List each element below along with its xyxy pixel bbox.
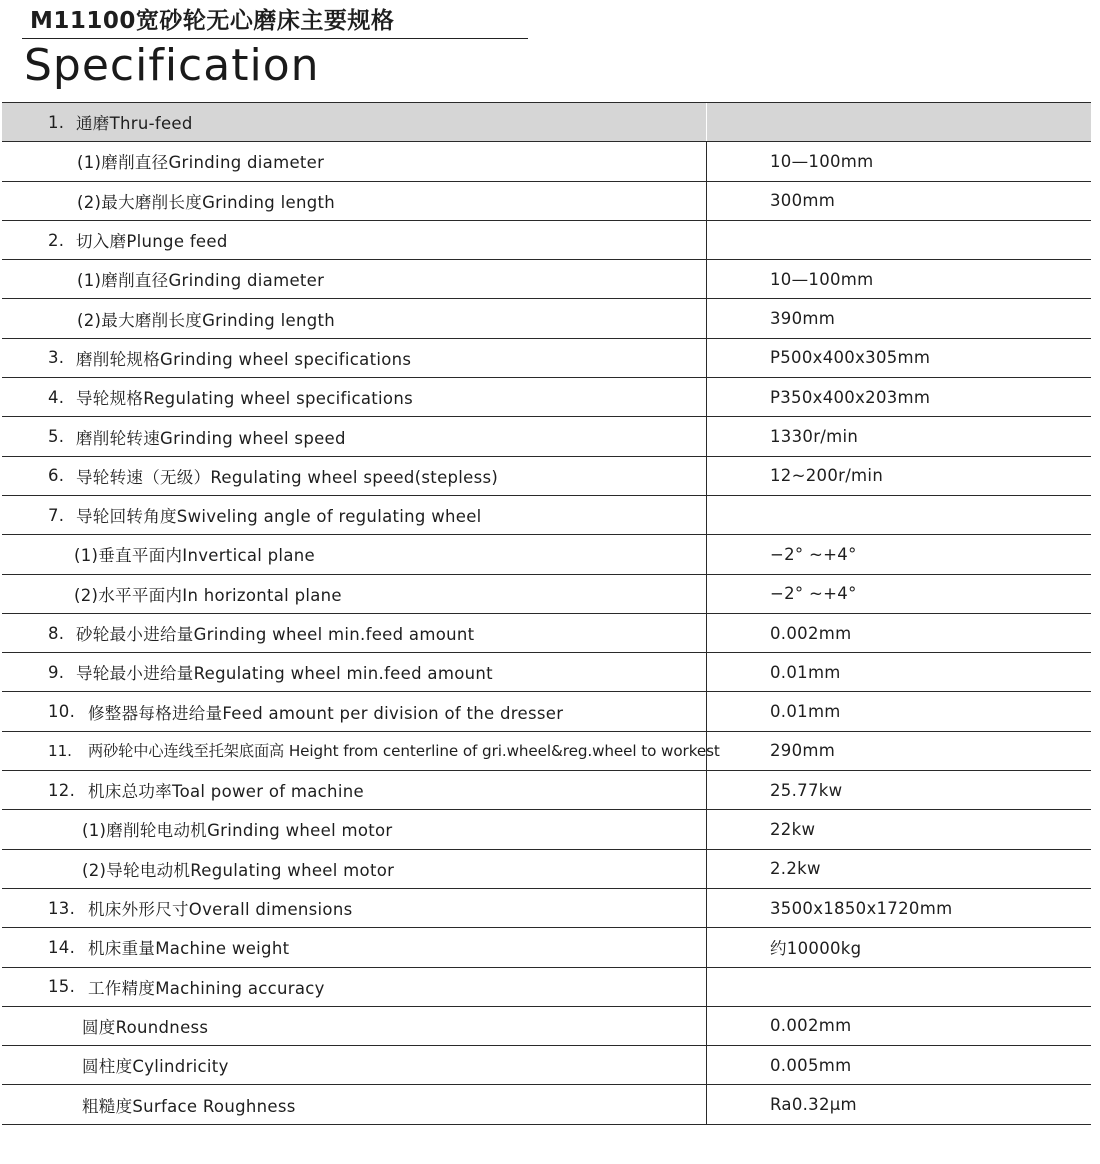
row-label: 8. 砂轮最小进给量Grinding wheel min.feed amount [48, 623, 475, 644]
row-label: 15. 工作精度Machining accuracy [48, 977, 325, 998]
row-value: 22kw [770, 819, 816, 839]
spec-table [2, 102, 1091, 1125]
row-label: 圆柱度Cylindricity [82, 1057, 229, 1077]
row-label: 3. 磨削轮规格Grinding wheel specifications [48, 348, 412, 369]
column-divider [706, 417, 707, 455]
row-label: (2)导轮电动机Regulating wheel motor [82, 860, 395, 880]
row-label: 粗糙度Surface Roughness [82, 1096, 296, 1116]
row-label: (2)最大磨削长度Grinding length [77, 310, 336, 330]
row-label: (1)磨削直径Grinding diameter [77, 153, 325, 173]
row-label: 6. 导轮转速（无级）Regulating wheel speed(stepless) [48, 466, 499, 487]
table-row [2, 1007, 1091, 1046]
column-divider [706, 614, 707, 652]
table-row [2, 653, 1091, 692]
column-divider [706, 968, 707, 1006]
row-value: 12~200r/min [770, 466, 884, 486]
row-value: P350x400x203mm [770, 387, 931, 407]
table-row [2, 339, 1091, 378]
row-value: 3500x1850x1720mm [770, 898, 953, 918]
table-row [2, 182, 1091, 221]
row-label: (1)垂直平面内Invertical plane [74, 546, 315, 566]
column-divider [706, 1007, 707, 1045]
column-divider [706, 339, 707, 377]
row-value: Ra0.32μm [770, 1095, 857, 1115]
table-row [2, 103, 1091, 142]
page-title-english: Specification [24, 40, 320, 91]
column-divider [706, 1085, 707, 1123]
page-title-chinese: M11100宽砂轮无心磨床主要规格 [30, 8, 395, 34]
column-divider [706, 103, 707, 141]
column-divider [706, 575, 707, 613]
row-value: 300mm [770, 191, 836, 211]
column-divider [706, 142, 707, 180]
row-value: P500x400x305mm [770, 348, 931, 368]
row-value: 0.005mm [770, 1055, 852, 1075]
row-label: 9. 导轮最小进给量Regulating wheel min.feed amount [48, 662, 493, 684]
column-divider [706, 771, 707, 809]
column-divider [706, 732, 707, 770]
row-value: 10—100mm [770, 269, 874, 289]
row-value: 1330r/min [770, 427, 859, 447]
row-label: 11. 两砂轮中心连线至托架底面高 Height from centerline of gri.wheel&reg.wheel to workest [48, 741, 720, 761]
table-row [2, 614, 1091, 653]
row-label: 4. 导轮规格Regulating wheel specifications [48, 387, 413, 409]
row-label: (2)水平平面内In horizontal plane [74, 585, 342, 605]
table-row [2, 575, 1091, 614]
row-value: 25.77kw [770, 780, 843, 800]
table-row [2, 889, 1091, 928]
table-row [2, 732, 1091, 771]
row-value: −2° ~+4° [770, 584, 857, 604]
table-row [2, 417, 1091, 456]
column-divider [706, 889, 707, 927]
table-row [2, 221, 1091, 260]
row-value: 2.2kw [770, 859, 821, 879]
column-divider [706, 182, 707, 220]
column-divider [706, 692, 707, 730]
table-row [2, 457, 1091, 496]
column-divider [706, 221, 707, 259]
row-label: 13. 机床外形尺寸Overall dimensions [48, 898, 353, 920]
title-underline [22, 38, 528, 39]
table-row [2, 968, 1091, 1007]
row-value: −2° ~+4° [770, 544, 857, 564]
row-label: 10. 修整器每格进给量Feed amount per division of the dresser [48, 702, 564, 723]
row-value: 10—100mm [770, 151, 874, 171]
table-row [2, 850, 1091, 889]
column-divider [706, 810, 707, 848]
column-divider [706, 299, 707, 337]
row-label: 圆度Roundness [82, 1017, 209, 1037]
column-divider [706, 653, 707, 691]
row-label: (1)磨削直径Grinding diameter [77, 271, 325, 291]
table-row [2, 260, 1091, 299]
table-row [2, 535, 1091, 574]
table-row [2, 378, 1091, 417]
column-divider [706, 260, 707, 298]
row-label: 12. 机床总功率Toal power of machine [48, 780, 364, 802]
row-label: 2. 切入磨Plunge feed [48, 230, 228, 252]
table-row [2, 771, 1091, 810]
column-divider [706, 850, 707, 888]
column-divider [706, 928, 707, 966]
table-row [2, 1085, 1091, 1124]
table-row [2, 928, 1091, 967]
row-value: 0.002mm [770, 1016, 852, 1036]
table-row [2, 299, 1091, 338]
row-value: 0.01mm [770, 662, 841, 682]
column-divider [706, 496, 707, 534]
table-row [2, 1046, 1091, 1085]
row-label: 7. 导轮回转角度Swiveling angle of regulating wheel [48, 505, 482, 527]
row-label: 14. 机床重量Machine weight [48, 937, 290, 959]
column-divider [706, 457, 707, 495]
row-value: 约10000kg [770, 939, 862, 959]
row-label: (2)最大磨削长度Grinding length [77, 192, 336, 212]
row-value: 0.002mm [770, 623, 852, 643]
row-label: (1)磨削轮电动机Grinding wheel motor [82, 821, 393, 841]
table-row [2, 142, 1091, 181]
table-row [2, 692, 1091, 731]
row-value: 390mm [770, 309, 836, 329]
row-value: 0.01mm [770, 702, 841, 722]
table-row [2, 810, 1091, 849]
column-divider [706, 378, 707, 416]
row-value: 290mm [770, 741, 836, 761]
row-label: 1. 通磨Thru-feed [48, 112, 193, 134]
column-divider [706, 535, 707, 573]
row-label: 5. 磨削轮转速Grinding wheel speed [48, 427, 346, 448]
column-divider [706, 1046, 707, 1084]
table-row [2, 496, 1091, 535]
